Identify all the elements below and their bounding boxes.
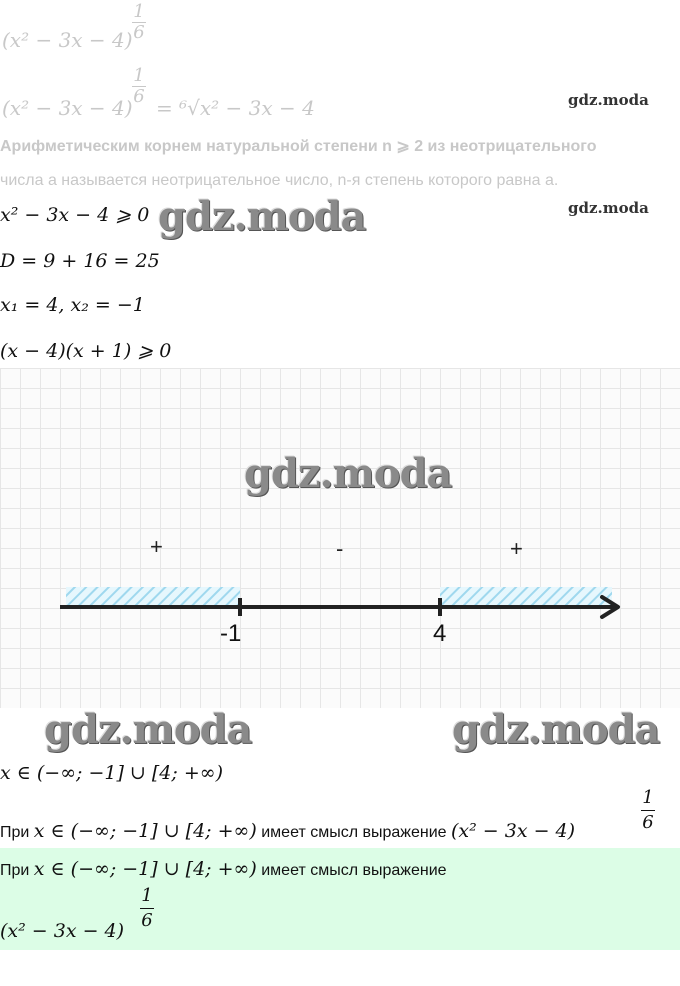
sign-middle: - [336,536,344,561]
tick-label-left: -1 [220,620,242,647]
step-discriminant: D = 9 + 16 = 25 [0,250,160,272]
exponent-numerator: 1 [133,1,145,22]
watermark-number-line: gdz.moda [244,450,452,497]
exponent-denominator: 6 [133,22,145,43]
exponent-numerator: 1 [141,885,153,906]
result-expression: (x² − 3x − 4) [451,820,576,842]
shaded-region-left [66,587,240,607]
exponent-denominator: 6 [642,812,654,833]
definition-line-1: Арифметическим корнем натуральной степени n ⩾ 2 из неотрицательного [0,138,597,155]
exponent-denominator: 6 [141,910,153,931]
watermark-bottom-left: gdz.moda [44,706,252,753]
sign-right: + [510,536,523,561]
tick-label-right: 4 [433,620,447,647]
exponent-numerator: 1 [133,65,145,86]
watermark-bottom-right: gdz.moda [452,706,660,753]
answer-expression: (x² − 3x − 4) [0,920,125,942]
faded-exponent-1 [132,2,146,43]
shaded-region-right [440,587,612,607]
watermark-small-top: gdz.moda [568,91,649,109]
result-suffix: имеет смысл выражение [261,824,447,841]
step-factored: (x − 4)(x + 1) ⩾ 0 [0,340,172,362]
watermark-small-2: gdz.moda [568,199,649,217]
sign-left: + [150,534,163,559]
result-exponent [641,788,655,833]
answer-line-1 [0,858,447,880]
fraction-bar [140,908,154,909]
definition-line-2: числа a называется неотрицательное число, n-я степень которого равна a. [0,172,559,189]
answer-interval: x ∈ (−∞; −1] ∪ [4; +∞) [33,858,257,880]
result-sentence-interval: x ∈ (−∞; −1] ∪ [4; +∞) [33,820,257,842]
answer-suffix: имеет смысл выражение [261,862,447,879]
faded-exponent-2 [132,66,146,107]
faded-expression-1: (x² − 3x − 4) [2,28,133,52]
watermark-big-1: gdz.moda [158,193,366,240]
exponent-denominator: 6 [133,86,145,107]
answer-prefix: При [0,862,30,879]
faded-expression-2: (x² − 3x − 4) [2,96,133,120]
fraction-bar [641,810,655,811]
faded-root-rhs: = ⁶√x² − 3x − 4 [156,96,315,120]
exponent-numerator: 1 [642,787,654,808]
step-roots: x₁ = 4, x₂ = −1 [0,294,145,316]
result-prefix: При [0,824,30,841]
result-interval: x ∈ (−∞; −1] ∪ [4; +∞) [0,762,223,784]
answer-exponent [140,886,154,931]
step-inequality: x² − 3x − 4 ⩾ 0 [0,204,150,226]
answer-box [0,848,680,950]
result-sentence [0,820,575,842]
number-line [0,570,680,630]
